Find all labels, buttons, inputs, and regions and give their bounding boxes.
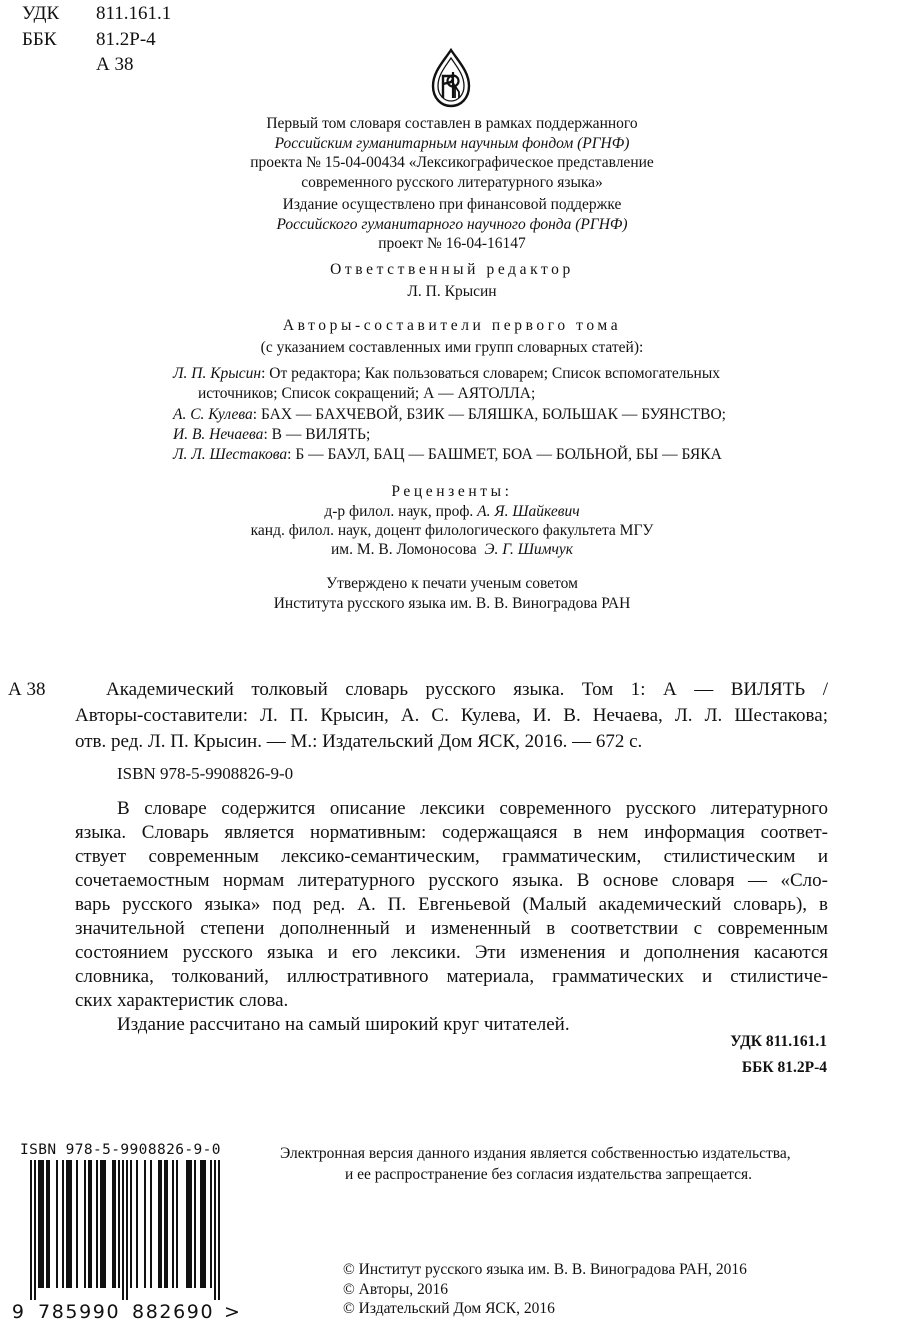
- barcode-bar: [104, 1160, 106, 1288]
- bib-mark: А 38: [8, 679, 46, 700]
- barcode-digit-first: 9: [12, 1301, 24, 1322]
- barcode-bar: [164, 1160, 166, 1288]
- barcode-bar: [144, 1160, 146, 1288]
- barcode-digits-left: 785990: [38, 1301, 121, 1322]
- copyright-block: [343, 1260, 747, 1319]
- annotation-line: ствует современным лексико-семантическим, грамматическим, стилистическим и: [75, 846, 828, 867]
- barcode-bar: [76, 1160, 78, 1288]
- barcode-bar: [214, 1160, 216, 1300]
- barcode-bar: [158, 1160, 160, 1288]
- author-sections: : БАХ — БАХЧЕВОЙ, БЗИК — БЛЯШКА, БОЛЬШАК — БУЯНСТВО;: [252, 406, 726, 423]
- barcode-bar: [84, 1160, 86, 1288]
- barcode-bar: [88, 1160, 90, 1288]
- barcode-bar: [202, 1160, 204, 1288]
- electronic-line-2: и ее распространение без согласия издательства запрещается.: [345, 1166, 752, 1183]
- barcode: [12, 1160, 244, 1322]
- reviewer-title: им. М. В. Ломоносова: [330, 541, 477, 558]
- bbk-bottom: ББК 81.2Р-4: [741, 1059, 827, 1076]
- bib-line-2: Авторы-составители: Л. П. Крысин, А. С. Кулева, И. В. Нечаева, Л. Л. Шестакова;: [75, 705, 828, 726]
- barcode-bar: [218, 1160, 220, 1300]
- barcode-bar: [56, 1160, 58, 1288]
- reviewer-2-affiliation: канд. филол. наук, доцент филологического факультета МГУ: [250, 522, 654, 539]
- author-name: Л. П. Крысин: [173, 365, 262, 382]
- barcode-bar: [30, 1160, 32, 1300]
- barcode-bar: [100, 1160, 102, 1288]
- barcode-bar: [114, 1160, 116, 1288]
- barcode-bar: [150, 1160, 152, 1288]
- reviewer-2: [0, 540, 904, 560]
- support-line-3: проект № 16-04-16147: [378, 235, 526, 252]
- barcode-bar: [136, 1160, 138, 1288]
- annotation-line: варь русского языка» под ред. А. П. Евгеньевой (Малый академический словарь), в: [75, 894, 828, 915]
- author-kuleva: [173, 405, 726, 425]
- annotation-line: ских характеристик слова.: [75, 990, 289, 1011]
- barcode-bar: [166, 1160, 168, 1288]
- udk-label: УДК: [22, 3, 60, 24]
- annotation-line: языка. Словарь является нормативным: содержащаяся в нем информация соответ-: [75, 822, 828, 843]
- barcode-bar: [38, 1160, 40, 1288]
- barcode-bar: [186, 1160, 188, 1288]
- barcode-bar: [42, 1160, 44, 1288]
- author-name: А. С. Кулева: [173, 406, 253, 423]
- udk-bottom: УДК 811.161.1: [730, 1033, 827, 1050]
- approval-block: [0, 574, 904, 613]
- annotation-last: Издание рассчитано на самый широкий круг читателей.: [117, 1014, 570, 1035]
- barcode-bar: [68, 1160, 70, 1288]
- reviewer-title: д-р филол. наук, проф.: [324, 503, 474, 520]
- barcode-bar: [176, 1160, 178, 1288]
- funding-line-3: проекта № 15-04-00434 «Лексикографическое представление: [250, 154, 654, 171]
- funding-block: [0, 114, 904, 192]
- editor-name: Л. П. Крысин: [407, 283, 497, 300]
- barcode-bar: [172, 1160, 174, 1288]
- bbk-value: 81.2Р-4: [96, 29, 156, 50]
- rgnf-logo-icon: [429, 48, 473, 108]
- barcode-bar: [118, 1160, 120, 1288]
- barcode-quiet-mark: >: [224, 1301, 240, 1322]
- annotation-line: сочетаемостным нормам литературного русского языка. В основе словаря — «Сло-: [75, 870, 828, 891]
- barcode-bar: [46, 1160, 48, 1288]
- barcode-bar: [200, 1160, 202, 1288]
- udk-value: 811.161.1: [96, 3, 172, 24]
- annotation-line: значительной степени дополненный и измененный в соответствии с современным: [75, 918, 828, 939]
- bib-line-3: отв. ред. Л. П. Крысин. — М.: Издательский Дом ЯСК, 2016. — 672 с.: [75, 731, 643, 752]
- barcode-isbn: ISBN 978-5-9908826-9-0: [20, 1142, 221, 1158]
- editor-heading: Ответственный редактор: [330, 261, 574, 278]
- author-sections: : От редактора; Как пользоваться словарем; Список вспомогательных: [261, 365, 721, 382]
- barcode-bar: [90, 1160, 92, 1288]
- barcode-bar: [190, 1160, 192, 1288]
- barcode-bar: [126, 1160, 128, 1300]
- barcode-bar: [122, 1160, 124, 1300]
- authors-heading: Авторы-составители первого тома: [282, 317, 622, 334]
- approval-line-2: Института русского языка им. В. В. Виноградова РАН: [273, 594, 631, 612]
- author-sections: : В — ВИЛЯТЬ;: [263, 426, 371, 443]
- barcode-bar: [204, 1160, 206, 1288]
- barcode-bar: [40, 1160, 42, 1288]
- barcode-bar: [130, 1160, 132, 1288]
- reviewers-heading: Рецензенты:: [391, 483, 513, 500]
- annotation-line: В словаре содержится описание лексики современного русского литературного: [117, 798, 828, 819]
- support-block: [0, 195, 904, 254]
- barcode-bar: [112, 1160, 114, 1288]
- barcode-bar: [188, 1160, 190, 1288]
- bib-line-1: Академический толковый словарь русского языка. Том 1: А — ВИЛЯТЬ /: [106, 679, 828, 700]
- electronic-line-1: Электронная версия данного издания является собственностью издательства,: [280, 1145, 791, 1162]
- copyright-line-1: © Институт русского языка им. В. В. Виноградова РАН, 2016: [343, 1261, 747, 1278]
- funding-line-4: современного русского литературного языка»: [301, 173, 603, 191]
- barcode-bar: [194, 1160, 196, 1288]
- author-krysin: [173, 364, 720, 384]
- support-line-1: Издание осуществлено при финансовой поддержке: [282, 196, 622, 213]
- barcode-bar: [70, 1160, 72, 1288]
- bib-isbn: ISBN 978-5-9908826-9-0: [117, 764, 294, 783]
- author-nechaeva: [173, 425, 370, 445]
- annotation-line: состоянием русского языка и его лексики. Эти изменения и дополнения касаются: [75, 942, 828, 963]
- barcode-bar: [48, 1160, 50, 1288]
- reviewer-name: Э. Г. Шимчук: [484, 541, 574, 558]
- author-krysin-cont: источников; Список сокращений; А — АЯТОЛЛА;: [198, 385, 536, 402]
- copyright-line-2: © Авторы, 2016: [343, 1280, 449, 1298]
- barcode-bar: [66, 1160, 68, 1288]
- barcode-bar: [210, 1160, 212, 1288]
- barcode-digits-right: 882690: [132, 1301, 215, 1322]
- reviewer-name: А. Я. Шайкевич: [477, 503, 580, 520]
- author-shestakova: [173, 445, 722, 465]
- funding-line-1: Первый том словаря составлен в рамках поддержанного: [266, 115, 638, 132]
- author-name: Л. Л. Шестакова: [173, 446, 288, 463]
- annotation: [75, 797, 828, 1037]
- barcode-bar: [34, 1160, 36, 1300]
- funding-line-2: Российским гуманитарным научным фондом (РГНФ): [274, 134, 630, 152]
- support-line-2: Российского гуманитарного научного фонда (РГНФ): [276, 215, 628, 233]
- reviewer-1: [0, 502, 904, 522]
- barcode-bar: [160, 1160, 162, 1288]
- annotation-line: словника, толкований, иллюстративного материала, грамматических и стилистиче-: [75, 966, 828, 987]
- barcode-bar: [62, 1160, 64, 1288]
- barcode-bar: [102, 1160, 104, 1288]
- authors-subheading: (с указанием составленных ими групп словарных статей):: [260, 339, 644, 356]
- approval-line-1: Утверждено к печати ученым советом: [326, 575, 578, 592]
- copyright-line-3: © Издательский Дом ЯСК, 2016: [343, 1300, 555, 1317]
- barcode-bar: [96, 1160, 98, 1288]
- author-name: И. В. Нечаева: [173, 426, 264, 443]
- author-sections: : Б — БАУЛ, БАЦ — БАШМЕТ, БОА — БОЛЬНОЙ, БЫ — БЯКА: [287, 446, 722, 463]
- author-mark: А 38: [96, 54, 134, 75]
- bbk-label: ББК: [22, 29, 57, 50]
